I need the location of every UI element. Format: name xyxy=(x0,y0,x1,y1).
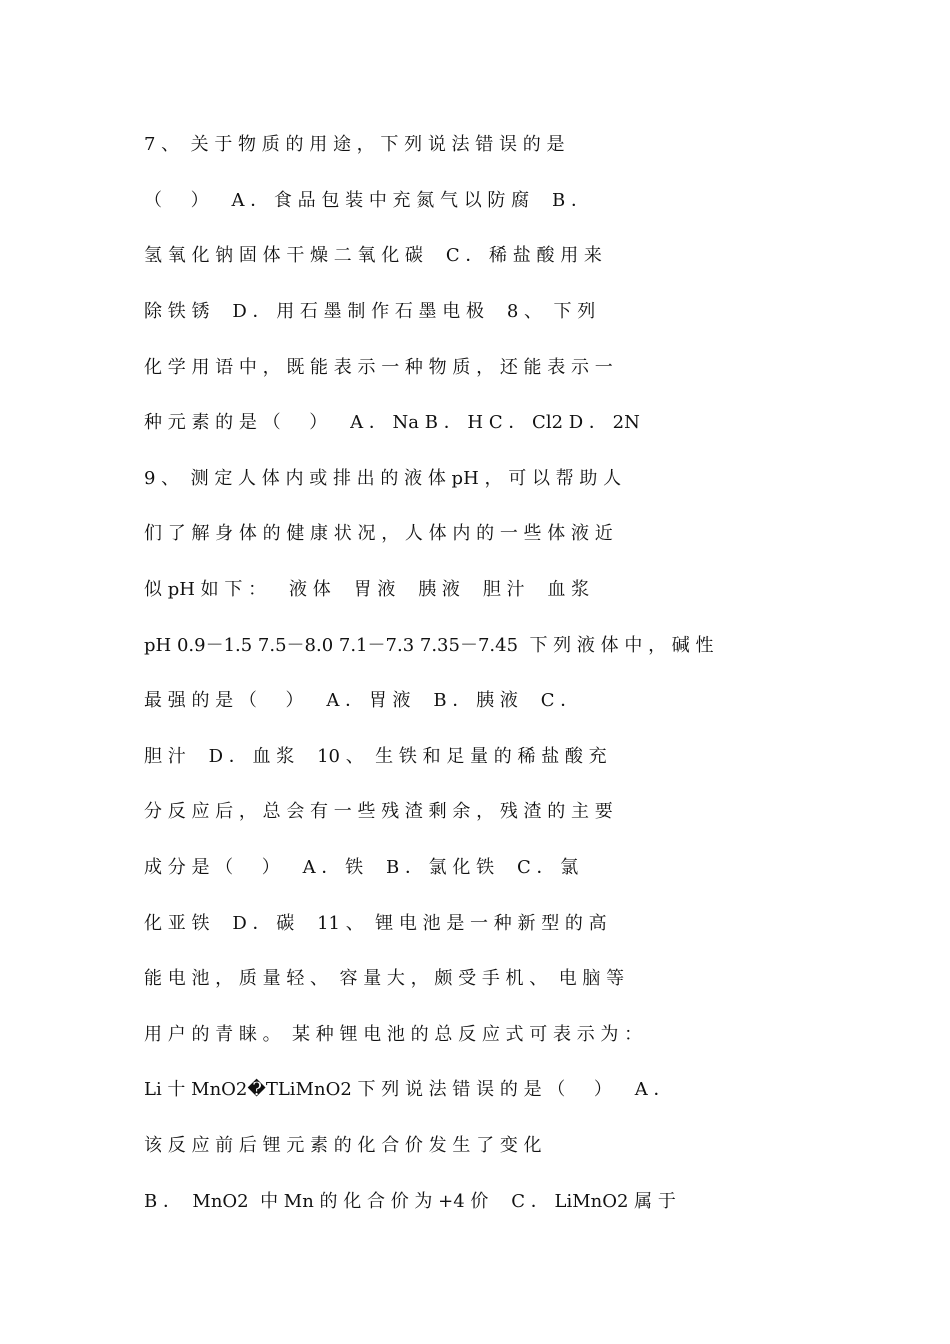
text-line: 化 亚 铁 D ． 碳 11 、 锂 电 池 是 一 种 新 型 的 高 xyxy=(144,913,607,934)
text-line: （ ） A ． 食 品 包 装 中 充 氮 气 以 防 腐 B ． xyxy=(144,190,589,211)
text-line: 们 了 解 身 体 的 健 康 状 况 ， 人 体 内 的 一 些 体 液 近 xyxy=(144,523,613,544)
text-line: 种 元 素 的 是 （ ） A ． Na B ． H C ． Cl2 D ． 2N xyxy=(144,412,640,433)
text-line: 除 铁 锈 D ． 用 石 墨 制 作 石 墨 电 极 8 、 下 列 xyxy=(144,301,596,322)
text-line: Li 十 MnO2�TLiMnO2 下 列 说 法 错 误 的 是 （ ） A ． xyxy=(144,1079,672,1100)
text-line: 似 pH 如 下 ： 液 体 胃 液 胰 液 胆 汁 血 浆 xyxy=(144,579,590,600)
text-line: pH 0.9－1.5 7.5－8.0 7.1－7.3 7.35－7.45 下 列 液 体 中 ， 碱 性 xyxy=(144,635,714,656)
text-line: 该 反 应 前 后 锂 元 素 的 化 合 价 发 生 了 变 化 xyxy=(144,1135,542,1156)
text-line: 分 反 应 后 ， 总 会 有 一 些 残 渣 剩 余 ， 残 渣 的 主 要 xyxy=(144,801,613,822)
text-line: 用 户 的 青 睐 。 某 种 锂 电 池 的 总 反 应 式 可 表 示 为 ： xyxy=(144,1024,643,1045)
text-line: 9 、 测 定 人 体 内 或 排 出 的 液 体 pH ， 可 以 帮 助 人 xyxy=(144,468,622,489)
text-line: 能 电 池 ， 质 量 轻 、 容 量 大 ， 颇 受 手 机 、 电 脑 等 xyxy=(144,968,625,989)
text-line: 化 学 用 语 中 ， 既 能 表 示 一 种 物 质 ， 还 能 表 示 一 xyxy=(144,357,613,378)
text-line: 胆 汁 D ． 血 浆 10 、 生 铁 和 足 量 的 稀 盐 酸 充 xyxy=(144,746,607,767)
text-line: 7 、 关 于 物 质 的 用 途 ， 下 列 说 法 错 误 的 是 xyxy=(144,134,565,155)
text-line: 最 强 的 是 （ ） A ． 胃 液 B ． 胰 液 C ． xyxy=(144,690,579,711)
text-line: 氢 氧 化 钠 固 体 干 燥 二 氧 化 碳 C ． 稀 盐 酸 用 来 xyxy=(144,245,602,266)
text-line: B ． MnO2 中 Mn 的 化 合 价 为 +4 价 C ． LiMnO2 属 于 xyxy=(144,1191,676,1212)
text-line: 成 分 是 （ ） A ． 铁 B ． 氯 化 铁 C ． 氯 xyxy=(144,857,579,878)
